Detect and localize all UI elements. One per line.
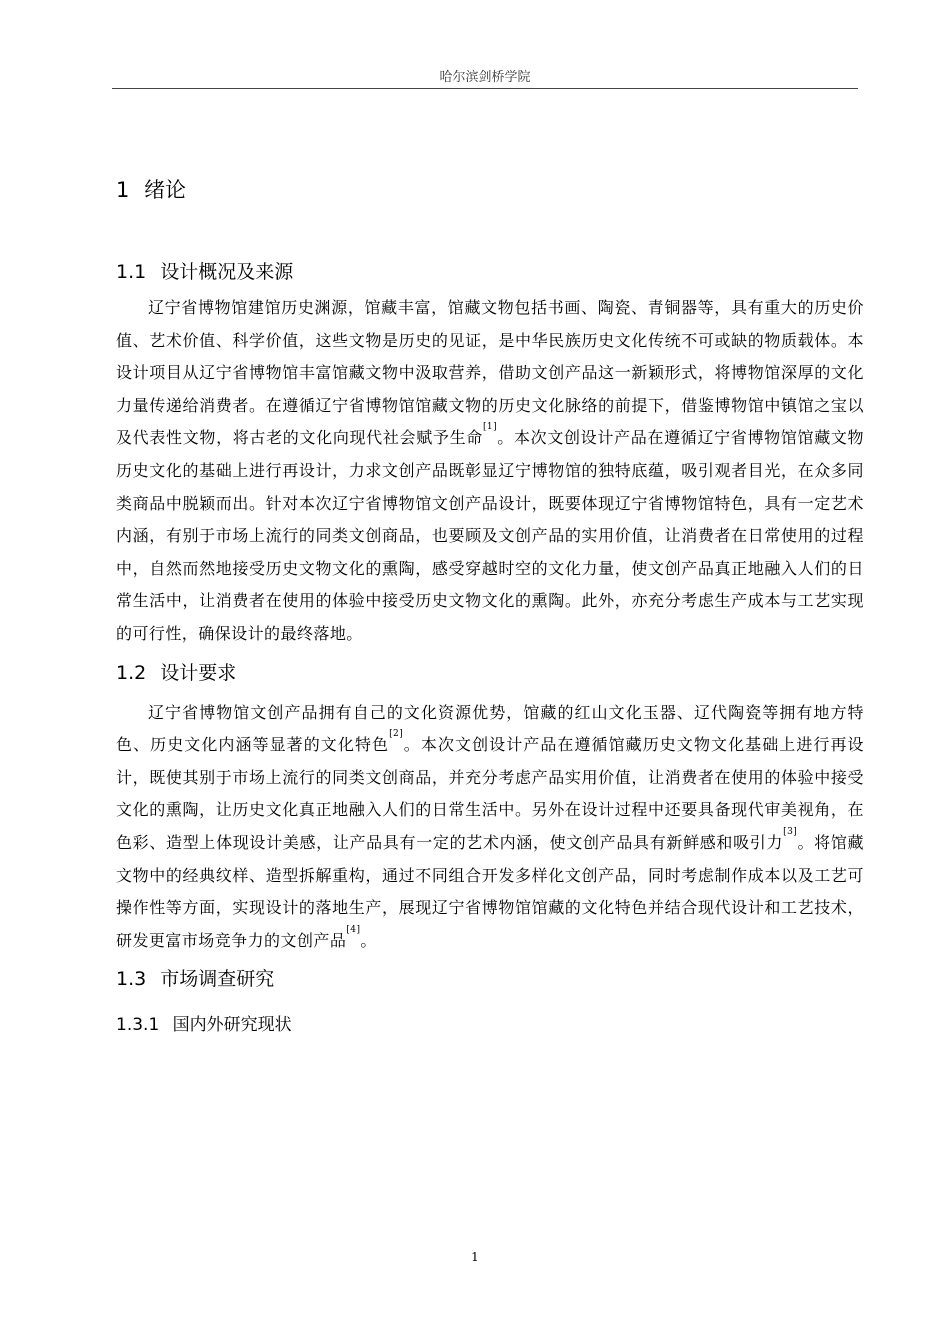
section-title: 市场调查研究 bbox=[160, 968, 275, 991]
page-number: 1 bbox=[471, 1250, 479, 1264]
section-number: 1.2 bbox=[116, 661, 147, 684]
section-number: 1.3 bbox=[116, 968, 147, 991]
paragraph-text: 辽宁省博物馆建馆历史渊源，馆藏丰富，馆藏文物包括书画、陶瓷、青铜器等，具有重大的历史价值、艺术价值、科学价值，这些文物是历史的见证，是中华民族历史文化传统不可或缺的物质载体。本设计项目从辽宁省博物馆丰富馆藏文物中汲取营养，借助文创产品这一新颖形式，将博物馆深厚的文化力量传递给消费者。在遵循辽宁省博物馆馆藏文物的历史文化脉络的前提下，借鉴博物馆中镇馆之宝以及代表性文物，将古老的文化向现代社会赋予生命 bbox=[116, 298, 864, 448]
section-heading-1-3 bbox=[116, 960, 864, 998]
chapter-title: 绪论 bbox=[144, 178, 187, 202]
subsection-heading-1-3-1 bbox=[116, 1007, 864, 1043]
page-header: 哈尔滨剑桥学院 bbox=[439, 70, 531, 85]
chapter-number: 1 bbox=[116, 178, 130, 202]
paragraph-text: 辽宁省博物馆文创产品拥有自己的文化资源优势，馆藏的红山文化玉器、辽代陶瓷等拥有地方特色、历史文化内涵等显著的文化特色 bbox=[116, 702, 864, 755]
citation-2: [2] bbox=[389, 729, 404, 740]
citation-3: [3] bbox=[783, 826, 798, 837]
citation-1: [1] bbox=[482, 422, 498, 433]
paragraph-design-requirements bbox=[116, 697, 864, 958]
section-heading-1-2 bbox=[116, 654, 864, 692]
paragraph-design-overview bbox=[116, 292, 864, 651]
section-title: 设计要求 bbox=[160, 661, 237, 684]
page-content bbox=[116, 170, 864, 1043]
section-number: 1.1 bbox=[116, 261, 147, 283]
section-heading-1-1 bbox=[116, 253, 864, 291]
paragraph-text: 。本次文创设计产品在遵循馆藏历史文物文化基础上进行再设计，既使其别于市场上流行的同类文创商品，并充分考虑产品实用价值，让消费者在使用的体验中接受文化的熏陶，让历史文化真正地融入人们的日常生活中。另外在设计过程中还要具备现代审美视角，在色彩、造型上体现设计美感，让产品具有一定的艺术内涵，使文创产品具有新鲜感和吸引力 bbox=[116, 735, 864, 852]
paragraph-text: 。本次文创设计产品在遵循辽宁省博物馆馆藏文物历史文化的基础上进行再设计，力求文创产品既彰显辽宁博物馆的独特底蕴，吸引观者目光，在众多同类商品中脱颖而出。针对本次辽宁省博物馆文创产品设计，既要体现辽宁省博物馆特色，具有一定艺术内涵，有别于市场上流行的同类文创商品，也要顾及文创产品的实用价值，让消费者在日常使用的过程中，自然而然地接受历史文物文化的熏陶，感受穿越时空的文化力量，使文创产品真正地融入人们的日常生活中，让消费者在使用的体验中接受历史文物文化的熏陶。此外，亦充分考虑生产成本与工艺实现的可行性，确保设计的最终落地。 bbox=[116, 428, 865, 643]
citation-4: [4] bbox=[346, 924, 361, 935]
subsection-title: 国内外研究现状 bbox=[172, 1015, 292, 1036]
paragraph-text: 。将馆藏文物中的经典纹样、造型拆解重构，通过不同组合开发多样化文创产品，同时考虑制作成本以及工艺可操作性等方面，实现设计的落地生产，展现辽宁省博物馆馆藏的文化特色并结合现代设计和工艺技术，研发更富市场竞争力的文创产品 bbox=[116, 832, 864, 950]
chapter-heading bbox=[116, 170, 864, 210]
paragraph-text: 。 bbox=[360, 930, 377, 950]
header-divider bbox=[112, 88, 858, 89]
section-title: 设计概况及来源 bbox=[160, 261, 294, 283]
subsection-number: 1.3.1 bbox=[116, 1015, 160, 1036]
